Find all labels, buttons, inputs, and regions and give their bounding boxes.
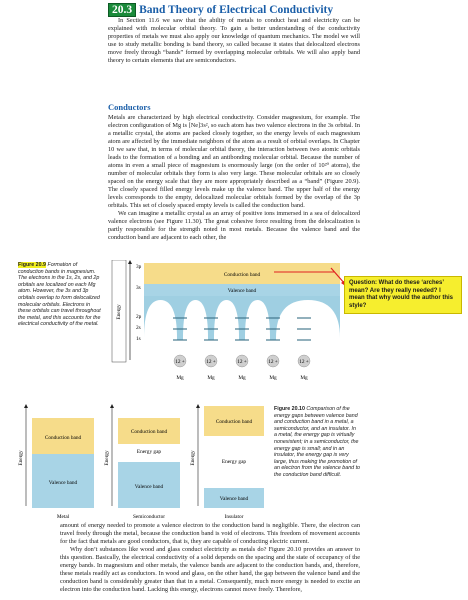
level-2p-label: 2p <box>136 314 142 320</box>
level-2s-label: 2s <box>136 325 141 331</box>
level-3p-label: 3p <box>136 264 142 270</box>
insulator-energy-label: Energy <box>190 450 196 466</box>
question-note-text: Question: What do these ‘arches’ mean? Are they really needed? I mean that why would the author this style? <box>349 280 454 309</box>
figure-20-9-label: Figure 20.9 <box>18 262 46 268</box>
conductors-text-block <box>108 114 360 242</box>
bottom-paragraph-1: amount of energy needed to promote a valence electron to the conduction band is negligible. There, the electron can travel freely through the metal, because the conduction band is void of electrons. This freedom of movement accounts for the fact that metals are good conductors, that is, they are capable of conducting electric current. <box>60 522 360 545</box>
figure-20-10-caption-text: Comparison of the energy gaps between valence band and conduction band in a metal, a semiconductor, and an insulator. In a metal, the energy gap is virtually nonexistent; in a semiconductor, the energy gap is small; and in an insulator, the energy gap is very large, thus making the promotion of an electron from the valence band to the conduction band difficult. <box>274 406 360 478</box>
conductors-paragraph-1: Metals are characterized by high electrical conductivity. Consider magnesium, for example. The electron configuration of Mg is [Ne]3s², so each atom has two valence electrons in the 3s orbital. In a metallic crystal, the atoms are packed closely together, so the energy levels of each magnesium atom are affected by the immediate neighbors of the atom as a result of orbital overlaps. In Chapter 10 we saw that, in terms of molecular orbital theory, the interaction between two atomic orbitals leads to the formation of a bonding and an antibonding molecular orbital. Because the number of atoms in even a small piece of magnesium is enormously large (on the order of 10²⁰ atoms), the number of molecular orbitals they form is also very large. These molecular orbitals are so closely spaced on the energy scale that they are more appropriately described as a “band” (Figure 20.9). The closely spaced filled energy levels make up the valence band. The upper half of the energy levels corresponds to the empty, delocalized molecular orbitals formed by the overlap of the 3p orbitals. This set of closely spaced empty levels is called the conduction band. <box>108 114 360 209</box>
metal-panel-label: Metal <box>56 514 70 520</box>
section-number: 20.3 <box>108 3 136 17</box>
section-heading <box>108 4 333 16</box>
insulator-gap-label: Energy gap <box>221 459 247 465</box>
energy-axis-label: Energy <box>116 304 122 320</box>
valence-band-label: Valence band <box>227 288 257 294</box>
mg-ion-charge: 12 + <box>237 359 247 365</box>
note-arrow-stem <box>274 270 334 274</box>
mg-ion-charge: 12 + <box>175 359 185 365</box>
conduction-band-label: Conduction band <box>223 272 261 278</box>
figure-20-9-diagram <box>108 260 346 392</box>
mg-atom-label: Mg <box>238 375 246 381</box>
level-3s-label: 3s <box>136 285 141 291</box>
semiconductor-gap-label: Energy gap <box>136 449 162 455</box>
metal-valence-label: Valence band <box>48 480 78 486</box>
arch-group <box>144 296 340 340</box>
mg-atom-label: Mg <box>176 375 184 381</box>
mg-atom-label: Mg <box>269 375 277 381</box>
metal-conduction-label: Conduction band <box>44 435 82 441</box>
ion-group <box>174 355 310 381</box>
metal-energy-label: Energy <box>18 450 24 466</box>
mg-ion-charge: 12 + <box>268 359 278 365</box>
mg-ion-charge: 12 + <box>206 359 216 365</box>
insulator-valence-label: Valence band <box>219 496 249 502</box>
figure-20-9-caption <box>18 262 104 328</box>
question-note <box>344 276 462 314</box>
section-title: Band Theory of Electrical Conductivity <box>139 4 334 16</box>
figure-20-10-diagram <box>18 402 268 520</box>
bottom-paragraph-2: Why don’t substances like wood and glass conduct electricity as metals do? Figure 20.10 provides an answer to this question. Basically, the electrical conductivity of a solid depends on the spacing and the state of occupancy of the energy bands. In magnesium and other metals, the valence bands are adjacent to the conduction bands, and, therefore, these metals readily act as conductors. In wood and glass, on the other hand, the gap between the valence band and the conduction band is considerably greater than that in a metal. Consequently, much more energy is needed to excite an electron into the conduction band. Lacking this energy, electrons cannot move freely. Therefore, <box>60 546 360 593</box>
insulator-conduction-label: Conduction band <box>215 419 253 425</box>
mg-atom-label: Mg <box>300 375 308 381</box>
semiconductor-panel-label: Semiconductor <box>132 514 166 520</box>
bottom-text-block <box>60 522 360 594</box>
figure-20-10-caption <box>274 406 360 479</box>
mg-atom-label: Mg <box>207 375 215 381</box>
intro-paragraph-block <box>108 17 360 65</box>
conductors-paragraph-2: We can imagine a metallic crystal as an array of positive ions immersed in a sea of delocalized valence electrons (see Figure 11.30). The great cohesive force resulting from the delocalization is partly responsible for the strength noted in most metals. Because the valence band and the conduction band are adjacent to each other, the <box>108 210 360 241</box>
semiconductor-conduction-label: Conduction band <box>130 429 168 435</box>
semiconductor-energy-label: Energy <box>104 450 110 466</box>
insulator-panel-label: Insulator <box>224 514 244 520</box>
intro-paragraph: In Section 11.6 we saw that the ability of metals to conduct heat and electricity can be explained with molecular orbital theory. To gain a better understanding of the conductivity properties of metals we must also apply our knowledge of quantum mechanics. The model we will use to study metallic bonding is band theory, so called because it states that delocalized electrons move freely through “bands” formed by overlapping molecular orbitals. We will also apply band theory to certain elements that are semiconductors. <box>108 17 360 64</box>
figure-20-10-label: Figure 20.10 <box>274 406 305 412</box>
figure-20-9-caption-text: Formation of conduction bands in magnesium. The electrons in the 1s, 2s, and 2p orbitals are localized on each Mg atom. However, the 3s and 3p orbitals overlap to form delocalized molecular orbitals. Electrons in these orbitals can travel throughout the metal, and this accounts for the electrical conductivity of the metal. <box>18 262 101 328</box>
conductors-heading: Conductors <box>108 102 151 112</box>
mg-ion-charge: 12 + <box>299 359 309 365</box>
level-1s-label: 1s <box>136 336 141 342</box>
semiconductor-valence-label: Valence band <box>134 484 164 490</box>
